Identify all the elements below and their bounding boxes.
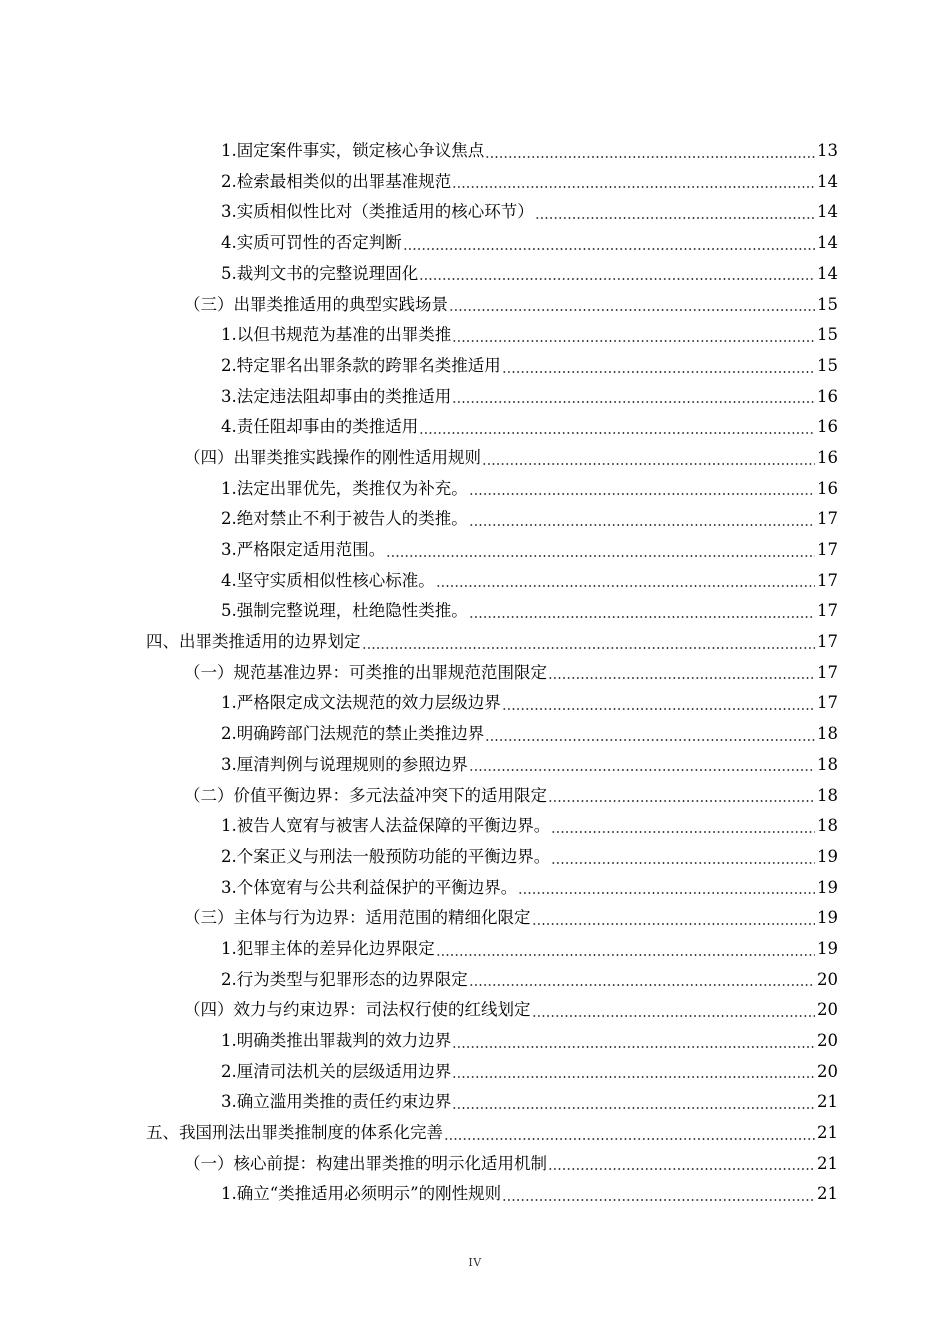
toc-entry-title: 五、我国刑法出罪类推制度的体系化完善 <box>146 1123 443 1143</box>
dot-leader <box>469 599 815 619</box>
toc-entry-title: （一）核心前提：构建出罪类推的明示化适用机制 <box>184 1153 547 1173</box>
toc-entry-page-number: 14 <box>817 171 838 191</box>
toc-entry-level-1[interactable] <box>0 627 950 658</box>
toc-entry-title: 1.确立“类推适用必须明示”的刚性规则 <box>221 1184 502 1204</box>
toc-entry-level-3[interactable] <box>0 688 950 719</box>
toc-entry-level-2[interactable] <box>0 443 950 474</box>
toc-entry-title: 1.法定出罪优先，类推仅为补充。 <box>221 478 468 498</box>
toc-entry-level-3[interactable] <box>0 811 950 842</box>
toc-entry-page-number: 16 <box>817 386 838 406</box>
toc-entry-level-3[interactable] <box>0 259 950 290</box>
toc-entry-title: 2.个案正义与刑法一般预防功能的平衡边界。 <box>221 846 551 866</box>
dot-leader <box>452 1029 815 1049</box>
toc-entry-level-3[interactable] <box>0 167 950 198</box>
toc-entry-level-3[interactable] <box>0 873 950 904</box>
toc-entry-level-2[interactable] <box>0 780 950 811</box>
toc-entry-level-3[interactable] <box>0 965 950 996</box>
dot-leader <box>532 906 816 926</box>
dot-leader <box>419 415 815 435</box>
dot-leader <box>469 967 815 987</box>
table-of-contents <box>0 136 950 1210</box>
dot-leader <box>548 1152 815 1172</box>
toc-entry-page-number: 16 <box>817 417 838 437</box>
toc-entry-title: 3.厘清判例与说理规则的参照边界 <box>221 754 468 774</box>
dot-leader <box>452 323 815 343</box>
toc-entry-level-3[interactable] <box>0 1057 950 1088</box>
toc-entry-page-number: 14 <box>817 233 838 253</box>
toc-entry-title: 2.厘清司法机关的层级适用边界 <box>221 1061 452 1081</box>
toc-entry-title: （四）效力与约束边界：司法权行使的红线划定 <box>184 1000 531 1020</box>
toc-entry-title: （二）价值平衡边界：多元法益冲突下的适用限定 <box>184 785 547 805</box>
toc-entry-level-2[interactable] <box>0 289 950 320</box>
toc-entry-page-number: 14 <box>817 263 838 283</box>
toc-entry-title: 3.法定违法阻却事由的类推适用 <box>221 386 452 406</box>
toc-entry-level-3[interactable] <box>0 1026 950 1057</box>
toc-entry-title: 4.责任阻却事由的类推适用 <box>221 417 419 437</box>
toc-entry-page-number: 17 <box>817 601 838 621</box>
toc-entry-level-2[interactable] <box>0 903 950 934</box>
toc-entry-title: （四）出罪类推实践操作的刚性适用规则 <box>184 447 481 467</box>
toc-entry-title: 1.以但书规范为基准的出罪类推 <box>221 325 452 345</box>
toc-entry-title: 4.坚守实质相似性核心标准。 <box>221 570 435 590</box>
toc-entry-page-number: 18 <box>817 785 838 805</box>
toc-entry-level-3[interactable] <box>0 719 950 750</box>
toc-entry-page-number: 19 <box>817 938 838 958</box>
toc-entry-title: 2.明确跨部门法规范的禁止类推边界 <box>221 724 485 744</box>
dot-leader <box>548 783 815 803</box>
toc-entry-level-3[interactable] <box>0 474 950 505</box>
dot-leader <box>452 1060 815 1080</box>
toc-entry-page-number: 20 <box>817 1061 838 1081</box>
toc-entry-title: 5.强制完整说理，杜绝隐性类推。 <box>221 601 468 621</box>
dot-leader <box>518 875 815 895</box>
dot-leader <box>469 507 815 527</box>
toc-entry-level-3[interactable] <box>0 842 950 873</box>
toc-entry-level-3[interactable] <box>0 228 950 259</box>
dot-leader <box>485 722 815 742</box>
toc-entry-page-number: 17 <box>817 570 838 590</box>
toc-entry-page-number: 21 <box>817 1153 838 1173</box>
toc-entry-page-number: 15 <box>817 325 838 345</box>
dot-leader <box>551 845 815 865</box>
toc-entry-level-3[interactable] <box>0 1087 950 1118</box>
toc-entry-title: 1.严格限定成文法规范的效力层级边界 <box>221 693 501 713</box>
toc-entry-title: 5.裁判文书的完整说理固化 <box>221 263 419 283</box>
toc-entry-page-number: 18 <box>817 724 838 744</box>
dot-leader <box>551 814 815 834</box>
toc-entry-level-3[interactable] <box>0 934 950 965</box>
toc-entry-level-1[interactable] <box>0 1118 950 1149</box>
toc-entry-title: 1.固定案件事实，锁定核心争议焦点 <box>221 141 485 161</box>
dot-leader <box>548 661 815 681</box>
toc-entry-title: （三）主体与行为边界：适用范围的精细化限定 <box>184 908 531 928</box>
toc-entry-page-number: 17 <box>817 540 838 560</box>
toc-entry-title: （三）出罪类推适用的典型实践场景 <box>184 294 448 314</box>
toc-entry-title: 3.个体宽宥与公共利益保护的平衡边界。 <box>221 877 518 897</box>
toc-entry-level-3[interactable] <box>0 596 950 627</box>
toc-entry-level-2[interactable] <box>0 658 950 689</box>
dot-leader <box>452 384 815 404</box>
toc-entry-page-number: 19 <box>817 908 838 928</box>
footer-page-number: IV <box>468 1256 482 1269</box>
toc-entry-title: 四、出罪类推适用的边界划定 <box>146 632 361 652</box>
dot-leader <box>502 691 815 711</box>
toc-entry-level-3[interactable] <box>0 1179 950 1210</box>
toc-entry-page-number: 18 <box>817 816 838 836</box>
dot-leader <box>482 446 815 466</box>
toc-entry-title: 2.行为类型与犯罪形态的边界限定 <box>221 969 468 989</box>
toc-entry-level-2[interactable] <box>0 995 950 1026</box>
toc-entry-page-number: 17 <box>817 693 838 713</box>
toc-entry-title: （一）规范基准边界：可类推的出罪规范范围限定 <box>184 662 547 682</box>
toc-entry-level-3[interactable] <box>0 136 950 167</box>
toc-entry-page-number: 21 <box>817 1123 838 1143</box>
toc-entry-level-3[interactable] <box>0 197 950 228</box>
toc-entry-level-3[interactable] <box>0 320 950 351</box>
toc-entry-page-number: 13 <box>817 141 838 161</box>
toc-entry-page-number: 17 <box>817 632 838 652</box>
toc-entry-level-3[interactable] <box>0 750 950 781</box>
dot-leader <box>449 292 815 312</box>
toc-entry-title: 4.实质可罚性的否定判断 <box>221 233 402 253</box>
toc-entry-page-number: 21 <box>817 1092 838 1112</box>
toc-entry-title: 2.绝对禁止不利于被告人的类推。 <box>221 509 468 529</box>
toc-entry-page-number: 20 <box>817 1000 838 1020</box>
toc-entry-title: 1.明确类推出罪裁判的效力边界 <box>221 1031 452 1051</box>
toc-entry-page-number: 21 <box>817 1184 838 1204</box>
toc-entry-title: 1.犯罪主体的差异化边界限定 <box>221 938 435 958</box>
toc-entry-page-number: 16 <box>817 447 838 467</box>
dot-leader <box>535 200 815 220</box>
dot-leader <box>419 262 815 282</box>
dot-leader <box>502 1182 815 1202</box>
toc-entry-title: 3.实质相似性比对（类推适用的核心环节） <box>221 202 534 222</box>
toc-entry-page-number: 15 <box>817 294 838 314</box>
toc-entry-page-number: 16 <box>817 478 838 498</box>
toc-entry-page-number: 20 <box>817 969 838 989</box>
dot-leader <box>532 998 816 1018</box>
toc-entry-page-number: 14 <box>817 202 838 222</box>
toc-entry-level-3[interactable] <box>0 535 950 566</box>
dot-leader <box>436 937 815 957</box>
dot-leader <box>452 1090 815 1110</box>
dot-leader <box>444 1121 815 1141</box>
dot-leader <box>469 476 815 496</box>
dot-leader <box>502 354 815 374</box>
dot-leader <box>469 753 815 773</box>
toc-entry-page-number: 17 <box>817 662 838 682</box>
toc-entry-title: 3.严格限定适用范围。 <box>221 540 386 560</box>
dot-leader <box>485 139 815 159</box>
toc-entry-level-2[interactable] <box>0 1149 950 1180</box>
toc-entry-level-3[interactable] <box>0 382 950 413</box>
toc-entry-page-number: 17 <box>817 509 838 529</box>
toc-entry-page-number: 20 <box>817 1031 838 1051</box>
dot-leader <box>436 569 815 589</box>
dot-leader <box>452 170 815 190</box>
toc-entry-title: 2.检索最相类似的出罪基准规范 <box>221 171 452 191</box>
dot-leader <box>403 231 815 251</box>
toc-entry-title: 2.特定罪名出罪条款的跨罪名类推适用 <box>221 355 501 375</box>
dot-leader <box>386 538 815 558</box>
toc-entry-level-3[interactable] <box>0 351 950 382</box>
toc-entry-title: 1.被告人宽宥与被害人法益保障的平衡边界。 <box>221 816 551 836</box>
toc-entry-page-number: 18 <box>817 754 838 774</box>
toc-entry-page-number: 19 <box>817 877 838 897</box>
toc-entry-page-number: 15 <box>817 355 838 375</box>
toc-entry-title: 3.确立滥用类推的责任约束边界 <box>221 1092 452 1112</box>
toc-entry-level-3[interactable] <box>0 412 950 443</box>
dot-leader <box>362 630 816 650</box>
toc-entry-level-3[interactable] <box>0 504 950 535</box>
toc-entry-level-3[interactable] <box>0 566 950 597</box>
toc-entry-page-number: 19 <box>817 846 838 866</box>
